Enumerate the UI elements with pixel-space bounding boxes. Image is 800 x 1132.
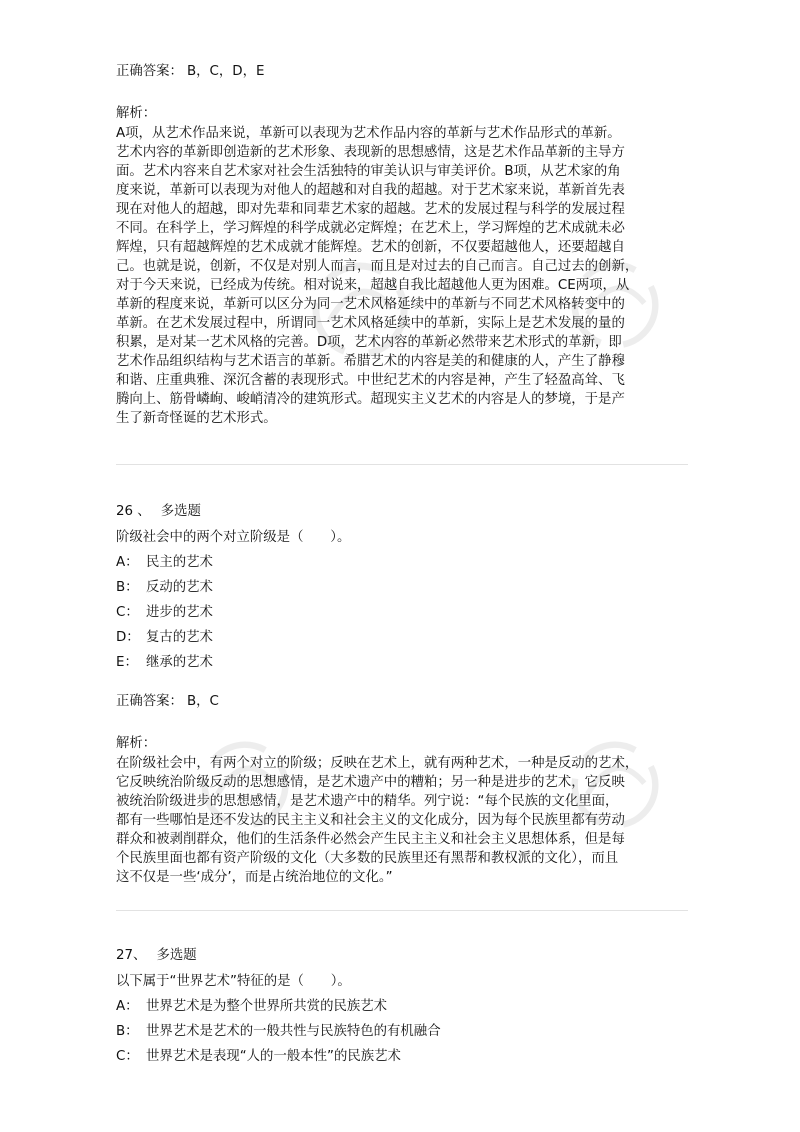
analysis-line: 被统治阶级进步的思想感情，是艺术遗产中的精华。列宁说：“每个民族的文化里面，	[116, 794, 619, 809]
analysis-line: A项，从艺术作品来说，革新可以表现为艺术作品内容的革新与艺术作品形式的革新。	[116, 126, 621, 141]
q26-answer	[116, 692, 219, 711]
q26-analysis-label: 解析：	[116, 736, 157, 751]
analysis-line: 它反映统治阶级反动的思想感情，是艺术遗产中的糟粕；另一种是进步的艺术，它反映	[116, 775, 625, 790]
option-d	[116, 628, 213, 653]
analysis-line: 积累，是对某一艺术风格的完善。D项，艺术内容的革新必然带来艺术形式的革新，即	[116, 335, 622, 350]
analysis-line: 辉煌，只有超越辉煌的艺术成就才能辉煌。艺术的创新，不仅要超越他人，还要超越自	[116, 240, 625, 255]
option-text: 世界艺术是表现“人的一般本性”的民族艺术	[146, 1049, 401, 1064]
analysis-line: 不同。在科学上，学习辉煌的科学成就必定辉煌；在艺术上，学习辉煌的艺术成就未必	[116, 221, 625, 236]
option-text: 世界艺术是艺术的一般共性与民族特色的有机融合	[146, 1024, 441, 1039]
option-a	[116, 997, 441, 1022]
q25-answer	[116, 62, 264, 81]
option-b	[116, 1022, 441, 1047]
q26-header	[116, 502, 201, 521]
analysis-line: 面。艺术内容来自艺术家对社会生活独特的审美认识与审美评价。B项，从艺术家的角	[116, 164, 621, 179]
q25-answer-label: 正确答案：	[116, 64, 183, 79]
analysis-line: 腾向上、筋骨嶙峋、峻峭清冷的建筑形式。超现实主义艺术的内容是人的梦境，于是产	[116, 392, 625, 407]
option-text: 进步的艺术	[146, 605, 213, 620]
option-c	[116, 603, 213, 628]
option-b	[116, 578, 213, 603]
q26-number: 26 、	[116, 504, 151, 519]
option-key: D：	[116, 630, 140, 645]
option-text: 继承的艺术	[146, 655, 213, 670]
option-a	[116, 553, 213, 578]
q26-stem: 阶级社会中的两个对立阶级是（ ）。	[116, 530, 351, 545]
q27-number: 27、	[116, 948, 147, 963]
option-key: B：	[116, 580, 139, 595]
analysis-line: 艺术内容的革新即创造新的艺术形象、表现新的思想感情，这是艺术作品革新的主导方	[116, 145, 625, 160]
option-key: E：	[116, 655, 138, 670]
analysis-line: 和谐、庄重典雅、深沉含蓄的表现形式。中世纪艺术的内容是神，产生了轻盈高耸、飞	[116, 373, 625, 388]
q27-type: 多选题	[156, 948, 197, 963]
q26-answer-label: 正确答案：	[116, 694, 183, 709]
analysis-line: 革新的程度来说，革新可以区分为同一艺术风格延续中的革新与不同艺术风格转变中的	[116, 297, 625, 312]
q26-analysis	[116, 754, 688, 887]
q27-stem: 以下属于“世界艺术”特征的是（ ）。	[116, 974, 351, 989]
analysis-line: 群众和被剥削群众，他们的生活条件必然会产生民主主义和社会主义思想体系，但是每	[116, 832, 625, 847]
q26-type: 多选题	[160, 504, 201, 519]
q27-options	[116, 997, 441, 1072]
q27-header	[116, 946, 197, 965]
option-key: C：	[116, 1049, 139, 1064]
option-c	[116, 1047, 441, 1072]
q25-analysis	[116, 124, 688, 428]
analysis-line: 个民族里面也都有资产阶级的文化（大多数的民族里还有黑帮和教权派的文化），而且	[116, 851, 619, 866]
analysis-line: 生了新奇怪诞的艺术形式。	[116, 411, 277, 426]
analysis-line: 对于今天来说，已经成为传统。相对说来，超越自我比超越他人更为困难。CE两项，从	[116, 278, 630, 293]
q26-options	[116, 553, 213, 678]
q26-answer-value: B，C	[186, 694, 219, 709]
option-text: 复古的艺术	[146, 630, 213, 645]
option-text: 民主的艺术	[146, 555, 213, 570]
option-key: A：	[116, 999, 139, 1014]
q25-analysis-label: 解析：	[116, 106, 157, 121]
option-e	[116, 653, 213, 678]
analysis-line: 革新。在艺术发展过程中，所谓同一艺术风格延续中的革新，实际上是艺术发展的量的	[116, 316, 625, 331]
analysis-line: 在阶级社会中，有两个对立的阶级；反映在艺术上，就有两种艺术，一种是反动的艺术，	[116, 756, 639, 771]
option-text: 世界艺术是为整个世界所共赏的民族艺术	[146, 999, 388, 1014]
option-text: 反动的艺术	[146, 580, 213, 595]
option-key: A：	[116, 555, 139, 570]
analysis-line: 这不仅是一些‘成分’，而是占统治地位的文化。”	[116, 870, 393, 885]
analysis-line: 己。也就是说，创新，不仅是对别人而言，而且是对过去的自己而言。自己过去的创新，	[116, 259, 639, 274]
option-key: C：	[116, 605, 139, 620]
section-divider	[116, 910, 688, 911]
section-divider	[116, 464, 688, 465]
analysis-line: 现在对他人的超越，即对先辈和同辈艺术家的超越。艺术的发展过程与科学的发展过程	[116, 202, 625, 217]
analysis-line: 度来说，革新可以表现为对他人的超越和对自我的超越。对于艺术家来说，革新首先表	[116, 183, 625, 198]
analysis-line: 艺术作品组织结构与艺术语言的革新。希腊艺术的内容是美的和健康的人，产生了静穆	[116, 354, 625, 369]
analysis-line: 都有一些哪怕是还不发达的民主主义和社会主义的文化成分，因为每个民族里都有劳动	[116, 813, 625, 828]
option-key: B：	[116, 1024, 139, 1039]
q25-answer-value: B，C，D，E	[186, 64, 265, 79]
